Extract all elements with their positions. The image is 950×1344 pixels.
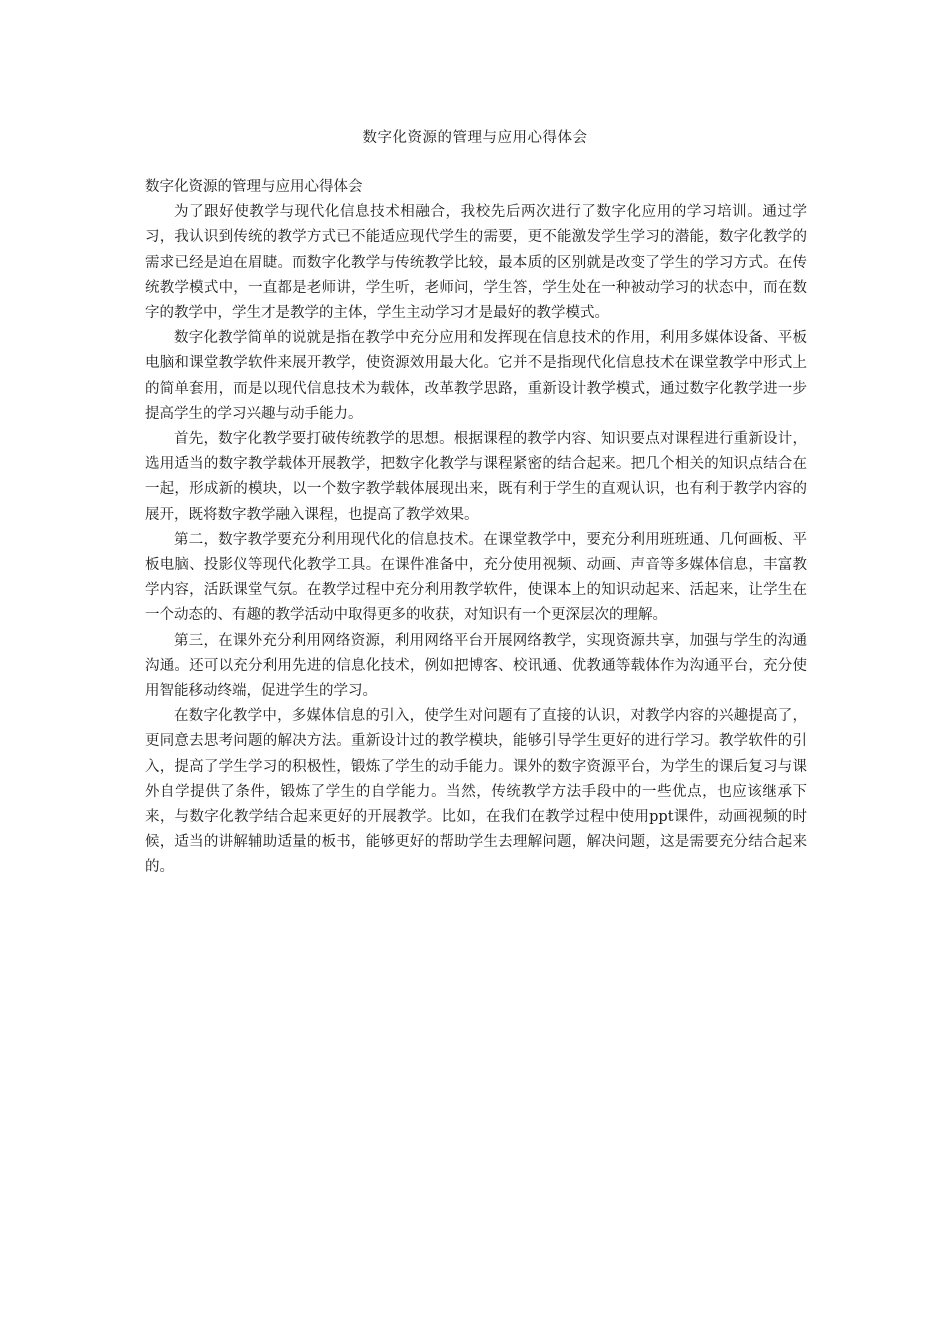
document-body [145, 175, 807, 881]
paragraph-third: 第三，在课外充分利用网络资源，利用网络平台开展网络教学，实现资源共享，加强与学生的沟通沟通。还可以充分利用先进的信息化技术，例如把博客、校讯通、优教通等载体作为沟通平台，充分使用智能移动终端，促进学生的学习。 [145, 632, 807, 700]
document-title: 数字化资源的管理与应用心得体会 [362, 130, 588, 146]
document-subtitle: 数字化资源的管理与应用心得体会 [145, 179, 363, 195]
paragraph-first: 首先，数字化教学要打破传统教学的思想。根据课程的教学内容、知识要点对课程进行重新设计，选用适当的数字教学载体开展教学，把数字化教学与课程紧密的结合起来。把几个相关的知识点结合在一起，形成新的模块，以一个数字教学载体展现出来，既有利于学生的直观认识，也有利于教学内容的展开，既将数字教学融入课程，也提高了教学效果。 [145, 431, 807, 523]
paragraph-definition: 数字化教学简单的说就是指在教学中充分应用和发挥现在信息技术的作用，利用多媒体设备、平板电脑和课堂教学软件来展开教学，使资源效用最大化。它并不是指现代化信息技术在课堂教学中形式上的简单套用，而是以现代信息技术为载体，改革教学思路，重新设计教学模式，通过数字化教学进一步提高学生的学习兴趣与动手能力。 [145, 330, 807, 422]
paragraph-intro: 为了跟好使教学与现代化信息技术相融合，我校先后两次进行了数字化应用的学习培训。通过学习，我认识到传统的教学方式已不能适应现代学生的需要，更不能激发学生学习的潜能，数字化教学的需求已经是迫在眉睫。而数字化教学与传统教学比较，最本质的区别就是改变了学生的学习方式。在传统教学模式中，一直都是老师讲，学生听，老师问，学生答，学生处在一种被动学习的状态中，而在数字的教学中，学生才是教学的主体，学生主动学习才是最好的教学模式。 [145, 204, 807, 322]
paragraph-conclusion: 在数字化教学中，多媒体信息的引入，使学生对问题有了直接的认识，对教学内容的兴趣提高了，更同意去思考问题的解决方法。重新设计过的教学模块，能够引导学生更好的进行学习。教学软件的引入，提高了学生学习的积极性，锻炼了学生的动手能力。课外的数字资源平台，为学生的课后复习与课外自学提供了条件，锻炼了学生的自学能力。当然，传统教学方法手段中的一些优点，也应该继承下来，与数字化教学结合起来更好的开展教学。比如，在我们在教学过程中使用ppt课件，动画视频的时候，适当的讲解辅助适量的板书，能够更好的帮助学生去理解问题，解决问题，这是需要充分结合起来的。 [145, 708, 807, 876]
paragraph-second: 第二，数字教学要充分利用现代化的信息技术。在课堂教学中，要充分利用班班通、几何画板、平板电脑、投影仪等现代化教学工具。在课件准备中，充分使用视频、动画、声音等多媒体信息，丰富教学内容，活跃课堂气氛。在教学过程中充分利用教学软件，使课本上的知识动起来、活起来，让学生在一个动态的、有趣的教学活动中取得更多的收获，对知识有一个更深层次的理解。 [145, 531, 807, 624]
